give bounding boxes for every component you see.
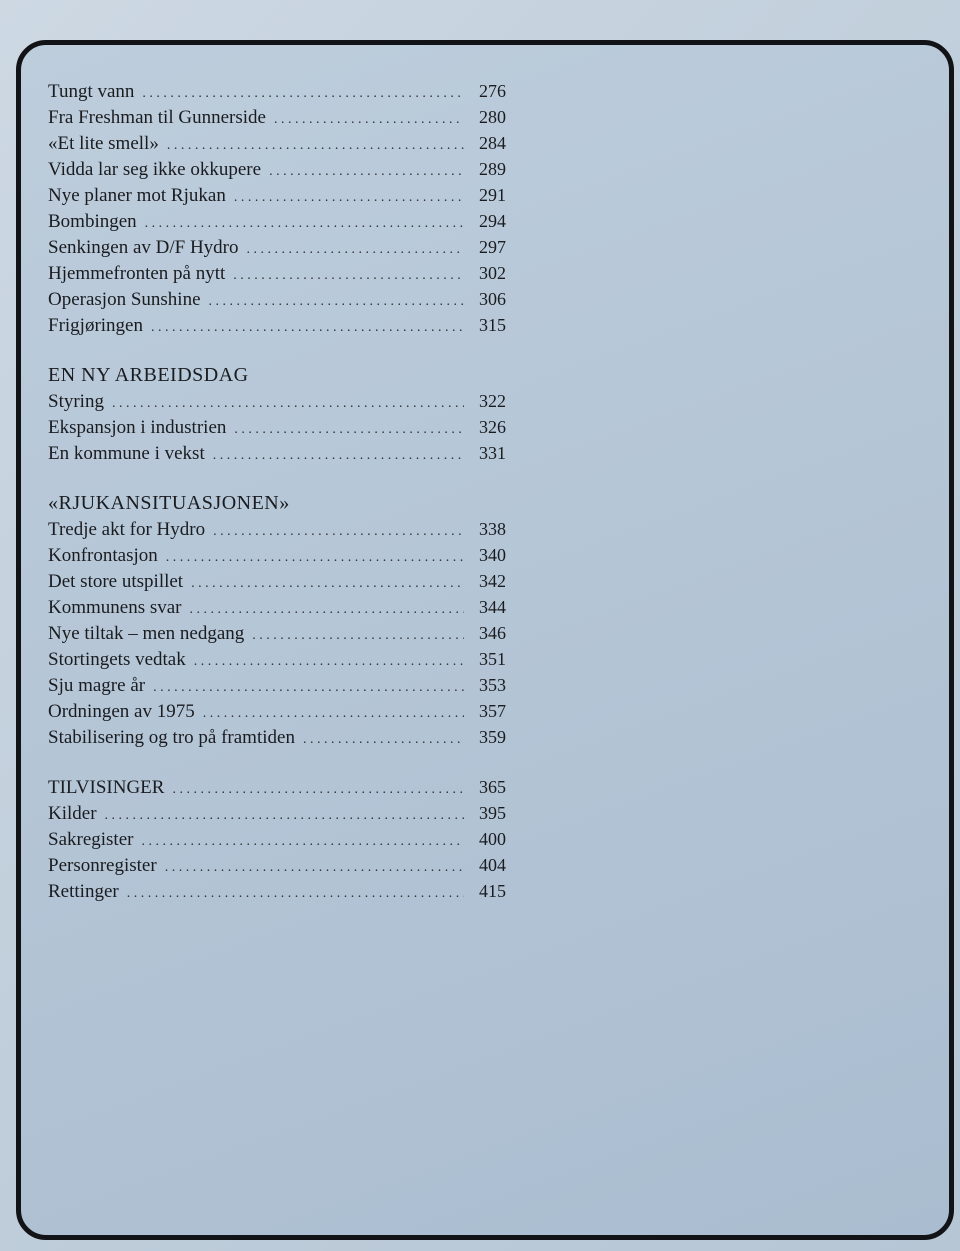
toc-entry-title: Nye planer mot Rjukan [48,185,226,206]
toc-entry-page: 342 [479,571,506,591]
dot-leader [166,545,464,571]
toc-entry-page: 276 [479,81,506,101]
toc-entry [48,774,506,800]
toc-entry-title: Hjemmefronten på nytt [48,263,226,284]
dot-leader [191,571,464,597]
toc-entry-title: Kommunens svar [48,597,182,618]
toc-entry-page: 346 [479,623,506,643]
dot-leader [213,443,464,469]
toc-entry [48,542,506,568]
toc-entry-title: Senkingen av D/F Hydro [48,237,239,258]
toc-entry-page: 395 [479,803,506,823]
toc-entry-title: Vidda lar seg ikke okkupere [48,159,262,180]
toc-entry-page: 365 [479,777,506,797]
dot-leader [105,803,464,829]
toc-entry [48,516,506,542]
dot-leader [269,159,464,185]
toc-entry-page: 315 [479,315,506,335]
toc-entry [48,800,506,826]
toc-entry-title: «Et lite smell» [48,133,159,154]
dot-leader [172,777,464,803]
toc-entry [48,312,506,338]
toc-entry-title: En kommune i vekst [48,443,205,464]
dot-leader [112,391,464,417]
dot-leader [167,133,464,159]
toc-entry [48,568,506,594]
toc-entry-title: Stabilisering og tro på framtiden [48,727,295,748]
toc-entry-title: Stortingets vedtak [48,649,186,670]
toc-entry-title: Kilder [48,803,97,824]
section-heading: EN NY ARBEIDSDAG [48,364,249,386]
dot-leader [153,675,464,701]
toc-entry-title: Det store utspillet [48,571,184,592]
toc-entry-title: Sakregister [48,829,134,850]
toc-section-appendix [48,774,506,904]
toc-entry-title: Tungt vann [48,81,135,102]
toc-entry [48,104,506,130]
toc-entry-page: 322 [479,391,506,411]
toc-entry-page: 331 [479,443,506,463]
toc-entry-title: Personregister [48,855,157,876]
toc-entry [48,646,506,672]
dot-leader [194,649,464,675]
toc-entry [48,826,506,852]
toc-entry [48,130,506,156]
toc-entry-title: Operasjon Sunshine [48,289,201,310]
toc-entry-page: 302 [479,263,506,283]
toc-entry-page: 294 [479,211,506,231]
dot-leader [165,855,464,881]
toc-entry [48,440,506,466]
toc-entry-page: 326 [479,417,506,437]
dot-leader [190,597,464,623]
toc-entry-title: Ekspansjon i industrien [48,417,227,438]
toc-entry-title: Fra Freshman til Gunnerside [48,107,266,128]
dot-leader [213,519,464,545]
toc-entry-page: 404 [479,855,506,875]
toc-entry [48,414,506,440]
toc-entry-page: 400 [479,829,506,849]
toc-entry-page: 297 [479,237,506,257]
dot-leader [234,185,464,211]
dot-leader [234,417,464,443]
toc-entry-title: Ordningen av 1975 [48,701,195,722]
dot-leader [141,829,464,855]
toc-entry-title: Styring [48,391,104,412]
dot-leader [203,701,464,727]
toc-entry-page: 289 [479,159,506,179]
toc-entry-page: 291 [479,185,506,205]
toc-entry [48,698,506,724]
toc-section-arbeidsdag [48,362,506,466]
toc-entry [48,156,506,182]
toc-entry [48,182,506,208]
dot-leader [127,881,464,907]
dot-leader [233,263,464,289]
toc-entry-page: 359 [479,727,506,747]
toc-entry-title: Konfrontasjon [48,545,158,566]
dot-leader [252,623,464,649]
toc-entry-page: 340 [479,545,506,565]
dot-leader [145,211,464,237]
dot-leader [247,237,464,263]
table-of-contents [48,78,506,928]
toc-entry-title: Tredje akt for Hydro [48,519,206,540]
toc-entry-title: Nye tiltak – men nedgang [48,623,245,644]
dot-leader [209,289,464,315]
toc-entry [48,724,506,750]
toc-entry-page: 351 [479,649,506,669]
toc-entry [48,208,506,234]
dot-leader [151,315,464,341]
toc-entry-page: 415 [479,881,506,901]
toc-section-rjukansituasjonen [48,490,506,750]
toc-entry-page: 344 [479,597,506,617]
toc-entry-page: 284 [479,133,506,153]
toc-entry-page: 306 [479,289,506,309]
section-heading: «RJUKANSITUASJONEN» [48,492,290,514]
dot-leader [303,727,464,753]
toc-entry-page: 353 [479,675,506,695]
toc-entry [48,388,506,414]
toc-entry-page: 357 [479,701,506,721]
toc-entry [48,78,506,104]
toc-entry [48,286,506,312]
toc-entry [48,672,506,698]
toc-entry [48,620,506,646]
toc-entry-page: 338 [479,519,506,539]
dot-leader [142,81,464,107]
toc-entry-title: Rettinger [48,881,119,902]
toc-entry [48,260,506,286]
toc-entry-title: Frigjøringen [48,315,143,336]
toc-entry-title: Bombingen [48,211,137,232]
dot-leader [274,107,464,133]
toc-section-war [48,78,506,338]
toc-entry [48,878,506,904]
toc-entry [48,594,506,620]
toc-entry-title: TILVISINGER [48,777,165,798]
toc-entry [48,234,506,260]
toc-entry-page: 280 [479,107,506,127]
toc-entry [48,852,506,878]
toc-entry-title: Sju magre år [48,675,146,696]
